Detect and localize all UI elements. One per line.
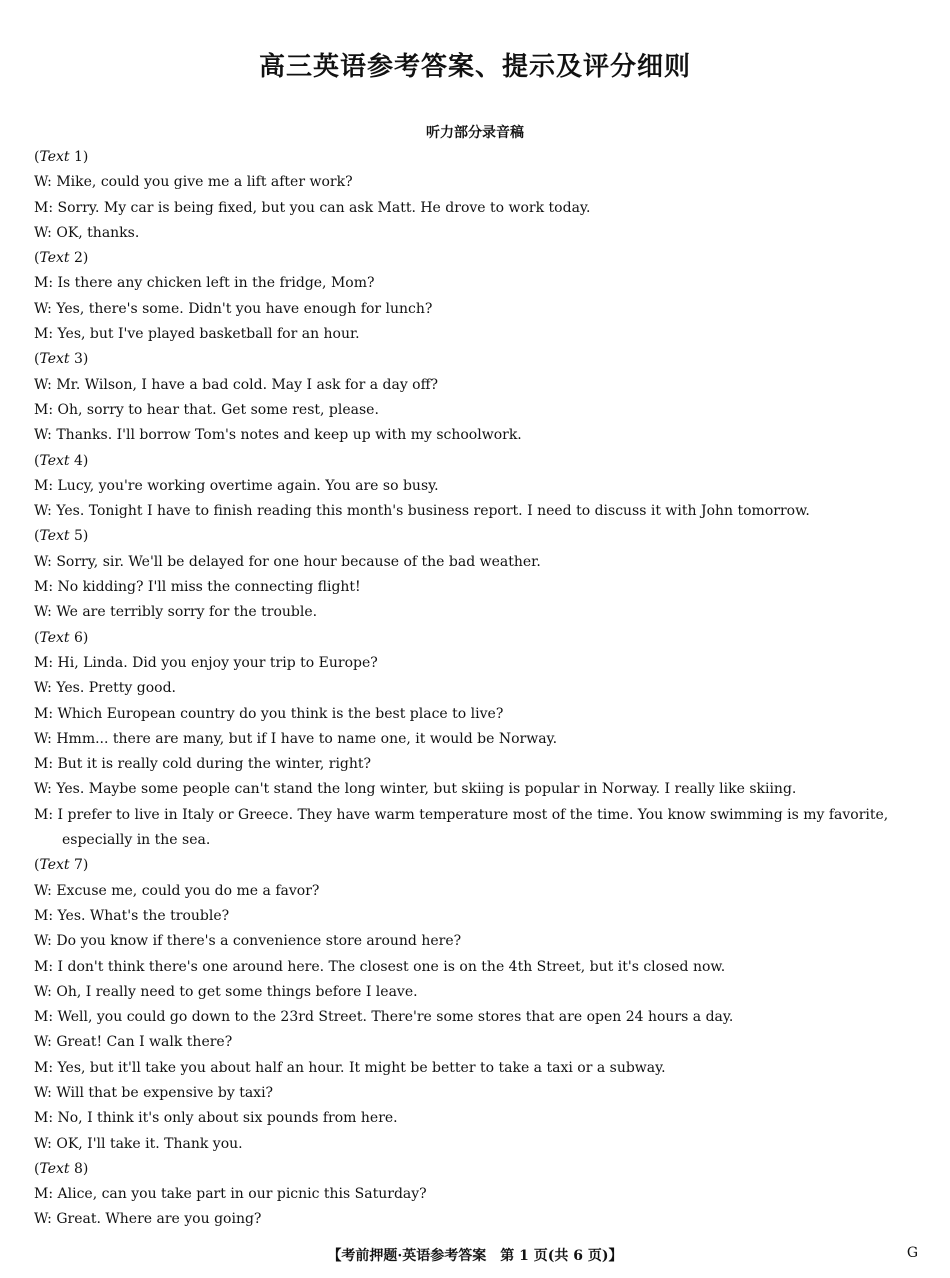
page-footer: 【考前押题·英语参考答案 第 1 页(共 6 页)】 [327, 1248, 623, 1264]
dialogue-line: M: Yes, but I've played basketball for an hour. [34, 326, 360, 343]
dialogue-line: M: No, I think it's only about six pounds from here. [34, 1110, 398, 1127]
text-label: (Text 7) [34, 857, 89, 874]
text-label: (Text 2) [34, 250, 89, 267]
dialogue-line: W: OK, thanks. [34, 224, 140, 241]
dialogue-line: W: Hmm... there are many, but if I have to name one, it would be Norway. [34, 730, 558, 747]
dialogue-line: M: I prefer to live in Italy or Greece. They have warm temperature most of the time. You know swimming is my favorite, especially in the sea. [34, 806, 889, 849]
dialogue-line: W: Do you know if there's a convenience store around here? [34, 933, 462, 950]
dialogue-line: W: Great. Where are you going? [34, 1211, 262, 1228]
dialogue-line: W: Will that be expensive by taxi? [34, 1084, 274, 1101]
dialogue-line: M: Which European country do you think is the best place to live? [34, 705, 504, 722]
dialogue-line: W: Yes, there's some. Didn't you have enough for lunch? [34, 300, 433, 317]
dialogue-line: W: Mike, could you give me a lift after work? [34, 174, 353, 191]
text-label: (Text 4) [34, 452, 89, 469]
dialogue-line: M: Alice, can you take part in our picnic this Saturday? [34, 1186, 427, 1203]
dialogue-line: M: No kidding? I'll miss the connecting flight! [34, 579, 361, 596]
dialogue-line: M: Lucy, you're working overtime again. You are so busy. [34, 477, 439, 494]
dialogue-line: M: Oh, sorry to hear that. Get some rest, please. [34, 401, 379, 418]
text-label: (Text 6) [34, 629, 89, 646]
text-label: (Text 5) [34, 528, 89, 545]
page-title: 高三英语参考答案、提示及评分细则 [258, 52, 691, 82]
dialogue-line: M: Yes, but it'll take you about half an hour. It might be better to take a taxi or a subway. [34, 1059, 666, 1076]
dialogue-line: M: Is there any chicken left in the fridge, Mom? [34, 275, 375, 292]
dialogue-line: M: Hi, Linda. Did you enjoy your trip to Europe? [34, 654, 378, 671]
text-label: (Text 3) [34, 351, 89, 368]
dialogue-line: W: Yes. Maybe some people can't stand the long winter, but skiing is popular in Norway. I really like skiing. [34, 781, 797, 798]
dialogue-line: M: Yes. What's the trouble? [34, 907, 230, 924]
section-subtitle: 听力部分录音稿 [426, 125, 524, 141]
text-label: (Text 1) [34, 149, 89, 165]
dialogue-line: W: Yes. Tonight I have to finish reading this month's business report. I need to discuss it with John tomorrow. [34, 503, 810, 520]
transcript [34, 145, 924, 1233]
dialogue-line: W: Mr. Wilson, I have a bad cold. May I ask for a day off? [34, 376, 439, 393]
dialogue-line: M: But it is really cold during the winter, right? [34, 756, 372, 773]
dialogue-line: W: Thanks. I'll borrow Tom's notes and keep up with my schoolwork. [34, 427, 522, 444]
dialogue-line: W: Yes. Pretty good. [34, 680, 176, 697]
dialogue-line: W: Sorry, sir. We'll be delayed for one hour because of the bad weather. [34, 553, 541, 570]
paper-code: G [906, 1245, 918, 1261]
dialogue-line: W: OK, I'll take it. Thank you. [34, 1135, 243, 1152]
dialogue-line: W: We are terribly sorry for the trouble. [34, 604, 318, 621]
dialogue-line: W: Great! Can I walk there? [34, 1034, 233, 1051]
text-label: (Text 8) [34, 1160, 89, 1177]
dialogue-line: W: Excuse me, could you do me a favor? [34, 882, 320, 899]
dialogue-line: W: Oh, I really need to get some things before I leave. [34, 983, 418, 1000]
dialogue-line: M: Sorry. My car is being fixed, but you can ask Matt. He drove to work today. [34, 199, 591, 216]
dialogue-line: M: I don't think there's one around here. The closest one is on the 4th Street, but it's closed now. [34, 958, 726, 975]
dialogue-line: M: Well, you could go down to the 23rd Street. There're some stores that are open 24 hours a day. [34, 1009, 734, 1026]
